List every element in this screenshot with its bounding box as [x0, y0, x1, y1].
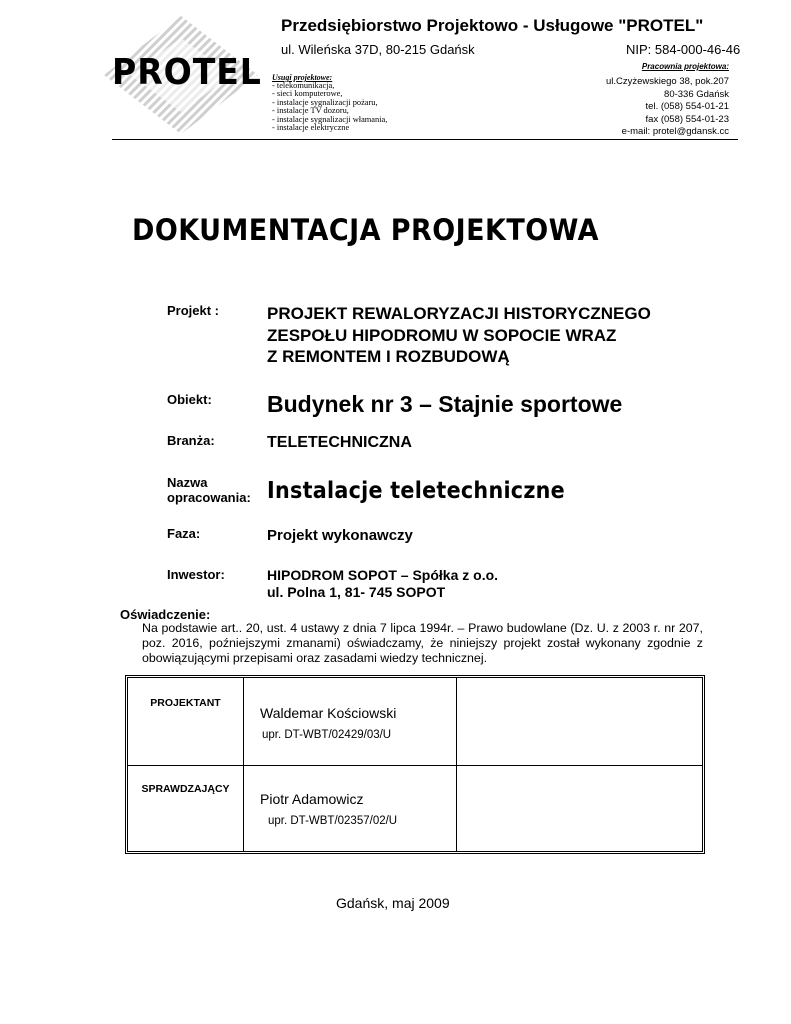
branch-label: Branża:	[167, 433, 215, 448]
work-name-label-line: Nazwa	[167, 475, 208, 490]
studio-contact	[606, 76, 729, 139]
studio-street: ul.Czyżewskiego 38, pok.207	[605, 76, 729, 87]
project-title	[267, 303, 651, 368]
object-value: Budynek nr 3 – Stajnie sportowe	[267, 391, 623, 417]
services-title: Usugi projektowe:	[272, 73, 333, 82]
designer-licence: upr. DT-WBT/02429/03/U	[262, 729, 392, 741]
service-item: - sieci komputerowe,	[272, 89, 343, 99]
object-label: Obiekt:	[167, 392, 212, 407]
investor-label: Inwestor:	[167, 567, 225, 582]
studio-email: e-mail: protel@gdansk.cc	[621, 126, 729, 138]
investor-value	[267, 567, 498, 600]
studio-city: 80-336 Gdańsk	[664, 88, 729, 100]
signature-table	[125, 675, 705, 854]
company-address: ul. Wileńska 37D, 80-215 Gdańsk	[281, 42, 475, 57]
table-divider	[128, 765, 702, 766]
place-date: Gdańsk, maj 2009	[336, 895, 450, 911]
investor-line: HIPODROM SOPOT – Spółka z o.o.	[267, 567, 499, 583]
investor-line: ul. Polna 1, 81- 745 SOPOT	[267, 583, 446, 600]
statement-text: Na podstawie art.. 20, ust. 4 ustawy z dnia 7 lipca 1994r. – Prawo budowlane (Dz. U. z 2003 r. nr 207, poz. 2016, poźniejszymi zmanami) oświadczamy, że niniejszy projekt został wykonany zgodnie z obowiązującymi przepisami oraz zasadami wiedzy technicznej.	[142, 621, 703, 665]
studio-fax: fax (058) 554-01-23	[645, 113, 729, 125]
document-title: DOKUMENTACJA PROJEKTOWA	[132, 213, 599, 247]
company-logo	[104, 16, 262, 134]
work-name-label-line: opracowania:	[167, 490, 251, 505]
project-line: ZESPOŁU HIPODROMU W SOPOCIE WRAZ	[267, 325, 617, 345]
service-item: - telekomunikacja,	[272, 81, 335, 90]
checker-licence: upr. DT-WBT/02357/02/U	[268, 815, 398, 827]
work-name-label	[167, 475, 251, 505]
services-list	[272, 82, 387, 132]
work-name-value: Instalacje teletechniczne	[267, 478, 565, 504]
designer-role: PROJEKTANT	[150, 697, 221, 709]
studio-phone: tel. (058) 554-01-21	[645, 101, 729, 113]
checker-name: Piotr Adamowicz	[260, 791, 364, 807]
project-line: PROJEKT REWALORYZACJI HISTORYCZNEGO	[267, 304, 651, 323]
service-item: - instalacje sygnalizacji pożaru,	[272, 97, 378, 107]
statement-title: Oświadczenie:	[120, 607, 211, 622]
project-label: Projekt :	[167, 303, 220, 318]
logo-text: PROTEL	[112, 52, 262, 93]
service-item: - instalacje TV dozoru,	[272, 106, 349, 116]
service-item: - instalacje elektryczne	[272, 123, 350, 133]
designer-name: Waldemar Kościowski	[260, 705, 397, 721]
checker-role: SPRAWDZAJĄCY	[141, 783, 230, 795]
phase-value: Projekt wykonawczy	[267, 527, 413, 544]
studio-title: Pracownia projektowa:	[641, 62, 729, 71]
company-name: Przedsiębiorstwo Projektowo - Usługowe "PROTEL"	[281, 16, 704, 35]
header-divider	[112, 139, 738, 140]
company-nip: NIP: 584-000-46-46	[626, 42, 741, 57]
project-line: Z REMONTEM I ROZBUDOWĄ	[267, 347, 510, 366]
branch-value: TELETECHNICZNA	[267, 434, 412, 451]
service-item: - instalacje sygnalizacji włamania,	[272, 114, 388, 124]
phase-label: Faza:	[167, 526, 201, 541]
